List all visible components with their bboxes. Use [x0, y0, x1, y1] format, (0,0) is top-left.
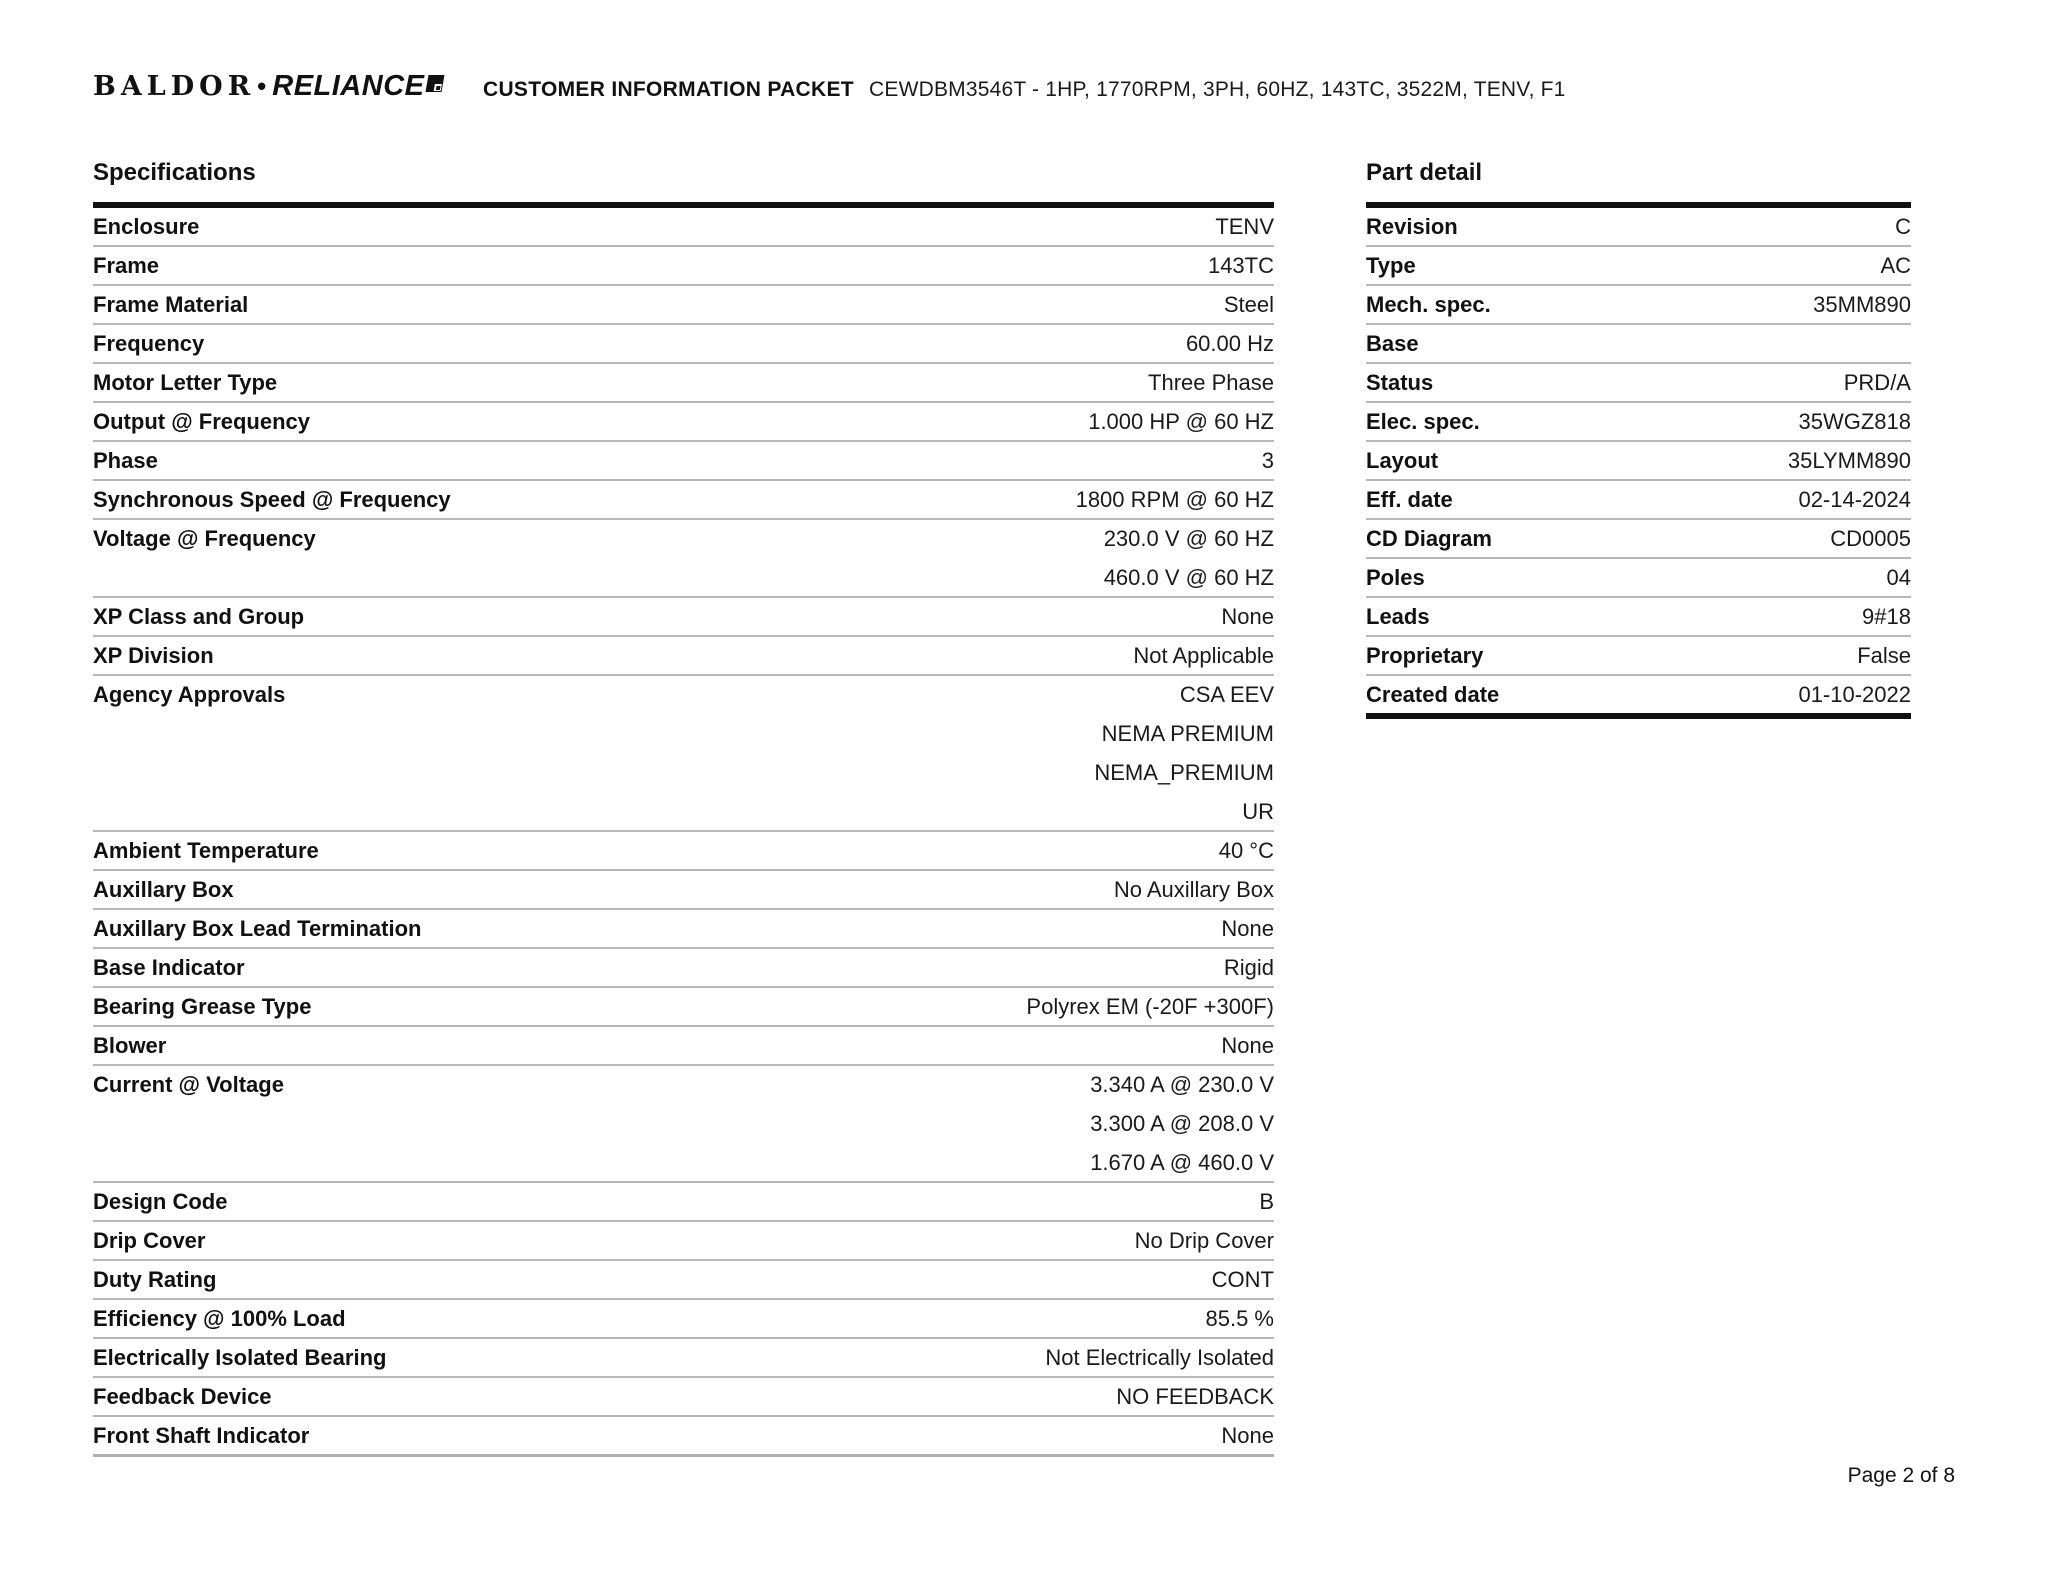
- spec-value: [1114, 876, 1274, 904]
- spec-value-line: No Drip Cover: [1134, 1228, 1274, 1253]
- spec-label: Design Code: [93, 1189, 228, 1214]
- spec-row: [93, 832, 1274, 871]
- spec-value-line: UR: [1242, 799, 1274, 824]
- spec-row: [93, 403, 1274, 442]
- document-title: CUSTOMER INFORMATION PACKET: [483, 78, 854, 101]
- part-row: [1366, 208, 1911, 247]
- spec-label: Agency Approvals: [93, 682, 286, 707]
- spec-row: [93, 910, 1274, 949]
- part-label: Leads: [1366, 604, 1430, 629]
- spec-value: [1090, 1071, 1274, 1177]
- part-value-line: False: [1857, 643, 1911, 668]
- spec-label: XP Division: [93, 643, 214, 668]
- part-value-line: 04: [1886, 565, 1911, 590]
- part-row: [1366, 520, 1911, 559]
- registered-trademark-icon: [426, 75, 445, 92]
- part-value: [1799, 408, 1912, 436]
- spec-row: [93, 1378, 1274, 1417]
- spec-value-line: 1.000 HP @ 60 HZ: [1088, 409, 1274, 434]
- spec-label: Frame Material: [93, 292, 249, 317]
- spec-value-line: 85.5 %: [1205, 1306, 1274, 1331]
- part-value: [1798, 486, 1911, 514]
- part-label: Layout: [1366, 448, 1439, 473]
- spec-label: Motor Letter Type: [93, 370, 278, 395]
- spec-label: Duty Rating: [93, 1267, 217, 1292]
- spec-label: Enclosure: [93, 214, 200, 239]
- spec-row: [93, 637, 1274, 676]
- spec-row: [93, 1261, 1274, 1300]
- spec-value: [1215, 213, 1274, 241]
- spec-row: [93, 1339, 1274, 1378]
- part-value-line: CD0005: [1830, 526, 1911, 551]
- spec-value: [1045, 1344, 1274, 1372]
- part-row: [1366, 481, 1911, 520]
- part-value: [1830, 525, 1911, 553]
- spec-label: Auxillary Box: [93, 877, 234, 902]
- spec-row: [93, 1066, 1274, 1183]
- part-value: [1880, 252, 1911, 280]
- spec-row: [93, 364, 1274, 403]
- spec-value-line: 3.340 A @ 230.0 V: [1090, 1072, 1274, 1097]
- spec-label: Phase: [93, 448, 158, 473]
- spec-value-line: 3: [1261, 448, 1274, 473]
- part-label: Eff. date: [1366, 487, 1453, 512]
- part-value-line: 35MM890: [1813, 292, 1911, 317]
- part-value-line: 35WGZ818: [1798, 409, 1911, 434]
- part-detail-heading: Part detail: [1366, 159, 1483, 186]
- spec-row: [93, 1300, 1274, 1339]
- spec-value: [1135, 1227, 1274, 1255]
- spec-value: [1094, 681, 1274, 826]
- spec-row: [93, 286, 1274, 325]
- part-value-line: C: [1895, 214, 1911, 239]
- part-value-line: 01-10-2022: [1798, 682, 1911, 707]
- part-value-line: 9#18: [1862, 604, 1911, 629]
- part-detail-table: [1366, 202, 1911, 719]
- spec-value-line: B: [1259, 1189, 1274, 1214]
- part-label: Status: [1366, 370, 1434, 395]
- spec-label: Current @ Voltage: [93, 1072, 284, 1097]
- spec-value-line: None: [1221, 604, 1274, 629]
- part-row: [1366, 637, 1911, 676]
- spec-value: [1259, 1188, 1274, 1216]
- spec-row: [93, 1183, 1274, 1222]
- part-row: [1366, 325, 1911, 364]
- spec-label: Feedback Device: [93, 1384, 272, 1409]
- part-value: [1813, 291, 1911, 319]
- spec-value: [1088, 408, 1274, 436]
- spec-value-line: None: [1221, 1033, 1274, 1058]
- spec-row: [93, 1027, 1274, 1066]
- spec-value: [1224, 954, 1274, 982]
- part-row: [1366, 676, 1911, 713]
- spec-value-line: Rigid: [1223, 955, 1274, 980]
- spec-value-line: NEMA_PREMIUM: [1094, 760, 1274, 785]
- part-row: [1366, 598, 1911, 637]
- spec-value: [1076, 486, 1274, 514]
- part-value-line: 02-14-2024: [1798, 487, 1911, 512]
- spec-value-line: None: [1221, 1423, 1274, 1448]
- spec-row: [93, 676, 1274, 832]
- part-label: Created date: [1366, 682, 1500, 707]
- spec-label: Auxillary Box Lead Termination: [93, 916, 422, 941]
- spec-value: [1221, 603, 1274, 631]
- specifications-section: [93, 148, 1274, 1457]
- specifications-table: [93, 202, 1274, 1457]
- spec-label: Frequency: [93, 331, 205, 356]
- part-row: [1366, 442, 1911, 481]
- spec-label: Front Shaft Indicator: [93, 1423, 310, 1448]
- part-label: Mech. spec.: [1366, 292, 1491, 317]
- spec-label: Frame: [93, 253, 160, 278]
- part-value-line: PRD/A: [1843, 370, 1911, 395]
- spec-value-line: Steel: [1223, 292, 1274, 317]
- spec-value: [1186, 330, 1274, 358]
- spec-value-line: CONT: [1211, 1267, 1274, 1292]
- spec-value-line: 3.300 A @ 208.0 V: [1090, 1111, 1274, 1136]
- part-label: Elec. spec.: [1366, 409, 1480, 434]
- spec-label: Electrically Isolated Bearing: [93, 1345, 387, 1370]
- spec-value-line: Not Electrically Isolated: [1045, 1345, 1274, 1370]
- spec-label: Voltage @ Frequency: [93, 526, 316, 551]
- specifications-heading: Specifications: [93, 159, 256, 186]
- spec-value-line: 60.00 Hz: [1185, 331, 1274, 356]
- spec-value-line: 1.670 A @ 460.0 V: [1090, 1150, 1274, 1175]
- spec-label: Blower: [93, 1033, 167, 1058]
- page-number: Page 2 of 8: [1847, 1464, 1955, 1487]
- part-row: [1366, 247, 1911, 286]
- part-value: [1788, 447, 1911, 475]
- spec-row: [93, 871, 1274, 910]
- part-value-line: AC: [1880, 253, 1911, 278]
- spec-label: XP Class and Group: [93, 604, 305, 629]
- spec-label: Bearing Grease Type: [93, 994, 312, 1019]
- part-value: [1887, 564, 1911, 592]
- spec-label: Base Indicator: [93, 955, 245, 980]
- spec-value: [1104, 525, 1274, 592]
- spec-value: [1221, 1422, 1274, 1450]
- part-detail-section: [1366, 148, 1911, 719]
- spec-value: [1026, 993, 1274, 1021]
- part-row: [1366, 364, 1911, 403]
- spec-label: Synchronous Speed @ Frequency: [93, 487, 451, 512]
- spec-row: [93, 1417, 1274, 1457]
- part-value: [1844, 369, 1911, 397]
- product-code: CEWDBM3546T - 1HP, 1770RPM, 3PH, 60HZ, 143TC, 3522M, TENV, F1: [869, 78, 1566, 101]
- spec-row: [93, 949, 1274, 988]
- spec-value: [1262, 447, 1274, 475]
- spec-value-line: Not Applicable: [1133, 643, 1274, 668]
- part-label: Poles: [1366, 565, 1425, 590]
- spec-row: [93, 208, 1274, 247]
- spec-row: [93, 598, 1274, 637]
- part-label: Proprietary: [1366, 643, 1484, 668]
- spec-value-line: 143TC: [1207, 253, 1274, 278]
- spec-value-line: None: [1221, 916, 1274, 941]
- part-value: [1862, 603, 1911, 631]
- spec-value-line: 230.0 V @ 60 HZ: [1103, 526, 1274, 551]
- spec-value-line: NEMA PREMIUM: [1101, 721, 1274, 746]
- spec-value-line: 40 °C: [1218, 838, 1274, 863]
- brand-separator-dot: •: [257, 71, 267, 101]
- spec-value-line: NO FEEDBACK: [1116, 1384, 1274, 1409]
- spec-label: Efficiency @ 100% Load: [93, 1306, 346, 1331]
- spec-value-line: 460.0 V @ 60 HZ: [1103, 565, 1274, 590]
- spec-row: [93, 1222, 1274, 1261]
- part-label: Base: [1366, 331, 1419, 356]
- brand-logo: [93, 70, 443, 103]
- spec-value: [1206, 1305, 1275, 1333]
- part-value: [1857, 642, 1911, 670]
- spec-value: [1212, 1266, 1274, 1294]
- spec-row: [93, 988, 1274, 1027]
- spec-value: [1219, 837, 1274, 865]
- spec-value-line: Three Phase: [1148, 370, 1274, 395]
- spec-value: [1148, 369, 1274, 397]
- spec-value-line: TENV: [1215, 214, 1274, 239]
- brand-reliance-text: RELIANCE: [272, 70, 425, 102]
- part-label: CD Diagram: [1366, 526, 1492, 551]
- spec-value: [1133, 642, 1274, 670]
- part-row: [1366, 403, 1911, 442]
- part-value-line: 35LYMM890: [1787, 448, 1911, 473]
- spec-row: [93, 325, 1274, 364]
- spec-value: [1221, 1032, 1274, 1060]
- part-value: [1895, 213, 1911, 241]
- spec-row: [93, 520, 1274, 598]
- part-row: [1366, 559, 1911, 598]
- spec-value-line: 1800 RPM @ 60 HZ: [1075, 487, 1274, 512]
- spec-label: Output @ Frequency: [93, 409, 311, 434]
- spec-value-line: CSA EEV: [1179, 682, 1274, 707]
- spec-label: Ambient Temperature: [93, 838, 319, 863]
- part-label: Revision: [1366, 214, 1458, 239]
- part-row: [1366, 286, 1911, 325]
- part-label: Type: [1366, 253, 1416, 278]
- spec-value-line: No Auxillary Box: [1113, 877, 1274, 902]
- spec-value: [1221, 915, 1274, 943]
- spec-label: Drip Cover: [93, 1228, 206, 1253]
- spec-value: [1208, 252, 1274, 280]
- spec-row: [93, 481, 1274, 520]
- spec-row: [93, 442, 1274, 481]
- spec-row: [93, 247, 1274, 286]
- spec-value: [1224, 291, 1274, 319]
- spec-value: [1116, 1383, 1274, 1411]
- part-value: [1798, 681, 1911, 709]
- spec-value-line: Polyrex EM (-20F +300F): [1026, 994, 1274, 1019]
- brand-baldor-text: BALDOR: [93, 71, 256, 102]
